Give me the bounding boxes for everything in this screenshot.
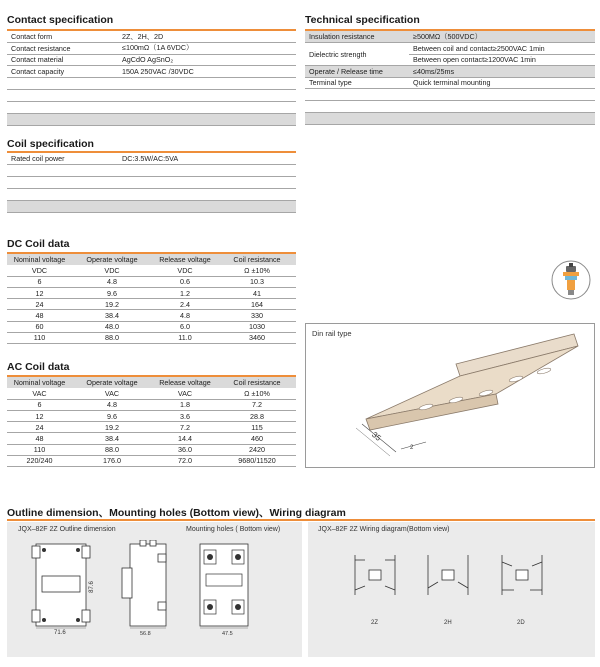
relay-front-view	[30, 540, 92, 630]
dc-header-nominal: Nominal voltage	[7, 254, 72, 265]
contact-spec-title: Contact specification	[7, 14, 114, 26]
wiring-label-2d: 2D	[517, 620, 525, 626]
table-cell: 110	[7, 444, 72, 455]
contact-capacity-value: 150A 250VAC /30VDC	[118, 66, 296, 78]
table-header-row	[7, 377, 296, 388]
table-cell: 19.2	[72, 299, 152, 310]
table-row	[7, 332, 296, 343]
wiring-diagram-2z	[345, 550, 405, 600]
table-row	[7, 54, 296, 66]
table-cell: 88.0	[72, 332, 152, 343]
wiring-diagram-2h	[418, 550, 478, 600]
wiring-label-2z: 2Z	[371, 620, 379, 626]
table-row	[7, 455, 296, 466]
table-cell: 24	[7, 422, 72, 433]
table-header-row	[7, 254, 296, 265]
table-cell: 41	[218, 288, 296, 299]
table-cell: 9.6	[72, 411, 152, 422]
table-cell: 0.6	[152, 276, 218, 287]
technical-spec-table	[305, 31, 595, 125]
ac-unit: VAC	[72, 388, 152, 399]
blank-row	[305, 89, 595, 101]
table-row	[7, 411, 296, 422]
dc-unit: VDC	[7, 265, 72, 276]
dielectric-value-1: Between coil and contact≥2500VAC 1min	[409, 43, 595, 55]
table-cell: 7.2	[218, 399, 296, 410]
ac-coil-table	[7, 377, 296, 467]
table-row	[7, 299, 296, 310]
table-cell: 14.4	[152, 433, 218, 444]
table-row	[305, 31, 595, 43]
coil-spec-title: Coil specification	[7, 138, 94, 150]
table-cell: 176.0	[72, 455, 152, 466]
table-row	[7, 310, 296, 321]
blank-row	[7, 177, 296, 189]
screw-terminal-icon	[551, 260, 591, 300]
table-cell: 3460	[218, 332, 296, 343]
table-cell: 72.0	[152, 455, 218, 466]
operate-time-value: ≤40ms/25ms	[409, 66, 595, 78]
table-row	[7, 288, 296, 299]
din-rail-drawing	[306, 324, 594, 467]
mounting-holes-view	[196, 540, 252, 630]
table-cell: 7.2	[152, 422, 218, 433]
table-units-row	[7, 388, 296, 399]
rated-coil-power-label: Rated coil power	[7, 153, 118, 165]
relay-side-view	[118, 540, 178, 630]
table-cell: 220/240	[7, 455, 72, 466]
table-row	[7, 399, 296, 410]
table-cell: 1030	[218, 321, 296, 332]
dielectric-label: Dielectric strength	[305, 43, 409, 66]
dc-header-operate: Operate voltage	[72, 254, 152, 265]
table-cell: 460	[218, 433, 296, 444]
blank-row	[305, 113, 595, 125]
contact-form-label: Contact form	[7, 31, 118, 43]
table-row	[7, 31, 296, 43]
ac-header-resistance: Coil resistance	[218, 377, 296, 388]
ac-header-nominal: Nominal voltage	[7, 377, 72, 388]
contact-resistance-value: ≤100mΩ（1A 6VDC）	[118, 43, 296, 55]
dc-coil-table	[7, 254, 296, 344]
blank-row	[7, 189, 296, 201]
blank-row	[7, 101, 296, 113]
ac-coil-title: AC Coil data	[7, 361, 70, 373]
table-cell: 36.0	[152, 444, 218, 455]
blank-row	[7, 201, 296, 213]
table-cell: 38.4	[72, 433, 152, 444]
table-cell: 4.8	[72, 276, 152, 287]
table-cell: 164	[218, 299, 296, 310]
dc-header-release: Release voltage	[152, 254, 218, 265]
ac-unit: VAC	[7, 388, 72, 399]
dim-width-label: 71.6	[54, 630, 66, 636]
table-row	[305, 77, 595, 89]
table-cell: 12	[7, 411, 72, 422]
table-cell: 28.8	[218, 411, 296, 422]
wiring-caption: JQX–82F 2Z Wiring diagram(Bottom view)	[318, 526, 450, 533]
dim-35-label: 35	[370, 430, 383, 443]
table-cell: 2.4	[152, 299, 218, 310]
contact-material-value: AgCdO AgSnO₂	[118, 54, 296, 66]
outline-caption: JQX–82F 2Z Outline dimension	[18, 526, 116, 533]
outline-rule	[7, 519, 595, 521]
coil-spec-table	[7, 153, 296, 213]
dielectric-value-2: Between open contact≥1200VAC 1min	[409, 54, 595, 66]
table-cell: 115	[218, 422, 296, 433]
insulation-value: ≥500MΩ（500VDC）	[409, 31, 595, 43]
blank-row	[7, 89, 296, 101]
dim-holes-label: 47.5	[222, 631, 233, 637]
table-units-row	[7, 265, 296, 276]
dc-unit: VDC	[152, 265, 218, 276]
table-cell: 48	[7, 310, 72, 321]
table-cell: 10.3	[218, 276, 296, 287]
table-row	[305, 66, 595, 78]
table-cell: 2420	[218, 444, 296, 455]
table-row	[7, 43, 296, 55]
ac-unit: Ω ±10%	[218, 388, 296, 399]
table-cell: 9.6	[72, 288, 152, 299]
ac-unit: VAC	[152, 388, 218, 399]
blank-row	[305, 101, 595, 113]
dc-header-resistance: Coil resistance	[218, 254, 296, 265]
blank-row	[7, 113, 296, 125]
table-cell: 3.6	[152, 411, 218, 422]
table-cell: 48.0	[72, 321, 152, 332]
table-cell: 6	[7, 399, 72, 410]
dc-coil-title: DC Coil data	[7, 238, 70, 250]
contact-spec-table	[7, 31, 296, 126]
terminal-type-label: Terminal type	[305, 77, 409, 89]
blank-row	[7, 165, 296, 177]
table-cell: 6	[7, 276, 72, 287]
table-cell: 38.4	[72, 310, 152, 321]
table-row	[7, 422, 296, 433]
table-cell: 330	[218, 310, 296, 321]
table-cell: 9680/11520	[218, 455, 296, 466]
table-row	[305, 43, 595, 55]
table-row	[7, 433, 296, 444]
mounting-caption: Mounting holes ( Bottom view)	[186, 526, 281, 533]
table-cell: 11.0	[152, 332, 218, 343]
table-cell: 6.0	[152, 321, 218, 332]
dim-depth-label: 56.8	[140, 631, 151, 637]
table-cell: 4.8	[152, 310, 218, 321]
ac-header-release: Release voltage	[152, 377, 218, 388]
table-row	[7, 321, 296, 332]
dim-small-label: 2	[410, 445, 414, 451]
table-cell: 1.2	[152, 288, 218, 299]
din-rail-panel	[305, 323, 595, 468]
table-cell: 4.8	[72, 399, 152, 410]
technical-spec-title: Technical specification	[305, 14, 420, 26]
dim-height-label: 87.6	[88, 581, 95, 593]
wiring-label-2h: 2H	[444, 620, 452, 626]
terminal-type-value: Quick terminal mounting	[409, 77, 595, 89]
table-row	[7, 276, 296, 287]
din-rail-label: Din rail type	[312, 329, 352, 338]
table-cell: 24	[7, 299, 72, 310]
wiring-diagram-2d	[492, 550, 552, 600]
dc-unit: VDC	[72, 265, 152, 276]
table-cell: 88.0	[72, 444, 152, 455]
operate-time-label: Operate / Release time	[305, 66, 409, 78]
contact-material-label: Contact material	[7, 54, 118, 66]
table-cell: 48	[7, 433, 72, 444]
rated-coil-power-value: DC:3.5W/AC:5VA	[118, 153, 296, 165]
insulation-label: Insulation resistance	[305, 31, 409, 43]
outline-title: Outline dimension、Mounting holes (Bottom view)、Wiring diagram	[7, 507, 346, 519]
contact-resistance-label: Contact resistance	[7, 43, 118, 55]
table-cell: 12	[7, 288, 72, 299]
table-cell: 110	[7, 332, 72, 343]
table-cell: 1.8	[152, 399, 218, 410]
ac-header-operate: Operate voltage	[72, 377, 152, 388]
blank-row	[7, 77, 296, 89]
table-row	[7, 66, 296, 78]
table-row	[7, 444, 296, 455]
contact-form-value: 2Z、2H、2D	[118, 31, 296, 43]
contact-capacity-label: Contact capacity	[7, 66, 118, 78]
table-row	[7, 153, 296, 165]
table-cell: 60	[7, 321, 72, 332]
dc-unit: Ω ±10%	[218, 265, 296, 276]
table-cell: 19.2	[72, 422, 152, 433]
